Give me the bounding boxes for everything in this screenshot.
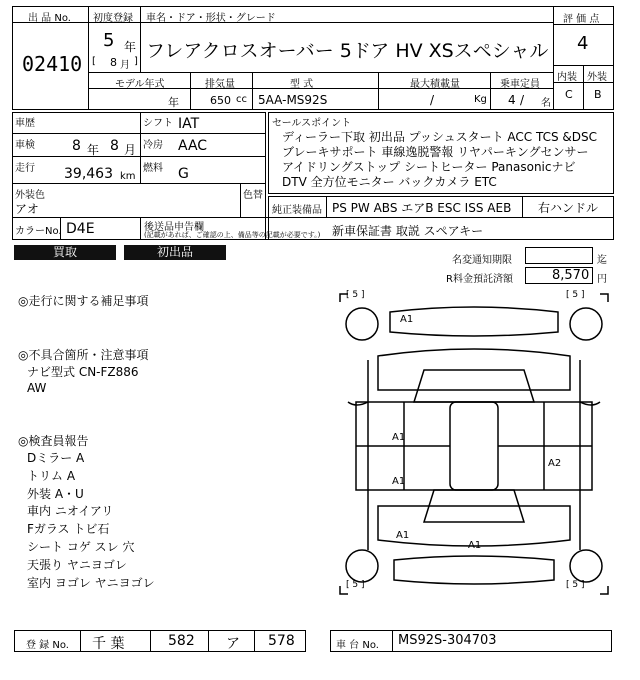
inspector-line-4: 車内 ニオイアリ <box>27 504 114 518</box>
mileage: 39,463 <box>64 166 113 182</box>
max-load-label: 最大積載量 <box>410 79 460 90</box>
mileage-unit: km <box>120 171 136 182</box>
diagram-tag-right-bottom: [ 5 ] <box>566 580 585 590</box>
color-no-label: カラーNo. <box>15 226 62 237</box>
inspector-line-5: Fガラス トビ石 <box>27 522 110 536</box>
diagram-tag-left-bottom: [ 5 ] <box>346 580 365 590</box>
first-reg-month: 8 <box>110 56 117 69</box>
recycle-label: R料金預託済額 <box>446 274 513 285</box>
steering: 右ハンドル <box>538 201 599 215</box>
diagram-mark-5: A1 <box>396 530 410 541</box>
recycle-unit: 円 <box>597 274 607 285</box>
equipment-label: 純正装備品 <box>272 205 322 216</box>
ac-label: 冷房 <box>143 140 163 151</box>
diagram-mark-6: A1 <box>468 540 482 551</box>
ac: AAC <box>178 138 208 154</box>
inspector-line-2: トリム A <box>27 469 76 483</box>
inspector-line-1: Dミラー A <box>27 451 85 465</box>
color-change-label: 色替 <box>243 190 263 201</box>
warranty: 新車保証書 取説 スペアキー <box>332 224 484 238</box>
reg-kana: ア <box>226 636 240 652</box>
name-change-label: 名変通知期限 <box>452 255 512 266</box>
lot-no: 02410 <box>22 52 83 76</box>
inspector-title: ◎検査員報告 <box>18 434 89 448</box>
interior-label: 内装 <box>557 72 577 83</box>
inspection-year-unit: 年 <box>87 143 100 157</box>
inspection-year: 8 <box>72 138 81 154</box>
capacity-sep: / <box>520 93 525 107</box>
sales-points-label: セールスポイント <box>272 118 352 129</box>
first-reg-label: 初度登録 <box>93 13 133 24</box>
driving-title: ◎走行に関する補足事項 <box>18 294 149 308</box>
first-reg-month-close: ] <box>134 56 138 67</box>
fuel: G <box>178 166 189 182</box>
reg-label: 登 録 No. <box>26 640 69 651</box>
name-change-box <box>525 247 593 264</box>
diagram-tag-left-top: [ 5 ] <box>346 290 365 300</box>
sales-line-3: アイドリングストップ シートヒーター Panasonicナビ <box>282 160 576 174</box>
inspector-line-7: 天張り ヤニヨゴレ <box>27 558 127 572</box>
displacement-label: 排気量 <box>205 79 235 90</box>
reg-place: 千 葉 <box>92 636 125 652</box>
diagram-mark-3: A1 <box>392 476 406 487</box>
purchase-bar: 買取 <box>14 245 116 260</box>
model-label: 型 式 <box>290 79 314 90</box>
defect-line-1: ナビ型式 CN-FZ886 <box>27 365 139 379</box>
defects-title: ◎不具合箇所・注意事項 <box>18 348 149 362</box>
chassis-label: 車 台 No. <box>336 640 379 651</box>
month-unit: 月 <box>120 60 130 71</box>
inspector-line-6: シート コゲ スレ 穴 <box>27 540 135 554</box>
diagram-mark-1: A1 <box>400 314 414 325</box>
diagram-mark-4: A2 <box>548 458 562 469</box>
model-year-label: モデル年式 <box>115 79 165 90</box>
lot-no-label: 出 品 No. <box>28 13 71 24</box>
year-unit: 年 <box>124 40 137 54</box>
score-label: 評 価 点 <box>563 14 600 25</box>
name-change-suffix: 迄 <box>597 255 607 266</box>
inspector-line-8: 室内 ヨゴレ ヤニヨゴレ <box>27 576 155 590</box>
reg-class: 582 <box>168 633 195 649</box>
reg-number: 578 <box>268 633 295 649</box>
sales-line-4: DTV 全方位モニター バックカメラ ETC <box>282 175 497 189</box>
ext-color-label: 外装色 <box>15 190 45 201</box>
chassis: MS92S-304703 <box>398 633 497 648</box>
shift: IAT <box>178 116 200 132</box>
aftermarket-label: 後送品申告欄 <box>144 222 204 233</box>
score: 4 <box>577 33 589 54</box>
model: 5AA-MS92S <box>258 93 328 107</box>
car-diagram <box>338 290 610 598</box>
fuel-label: 燃料 <box>143 163 163 174</box>
first-reg-year: 5 <box>103 30 115 51</box>
inspector-line-3: 外装 A・U <box>27 487 84 501</box>
aftermarket-note: (記載があれば、ご確認の上、備品等の記載が必要です。) <box>144 231 321 239</box>
inspection-month-unit: 月 <box>124 143 137 157</box>
sales-line-2: ブレーキサポート 車線逸脱警報 リヤパーキングセンサー <box>282 145 589 159</box>
equipment-items: PS PW ABS エアB ESC ISS AEB <box>332 201 512 215</box>
capacity-unit: 名 <box>541 98 551 109</box>
car-name-label: 車名・ドア・形状・グレード <box>146 13 276 24</box>
first-listing-bar: 初出品 <box>124 245 226 260</box>
max-load-sep: / <box>430 93 435 107</box>
capacity-label: 乗車定員 <box>500 79 540 90</box>
defect-line-2: AW <box>27 381 47 395</box>
ext-color: アオ <box>15 202 39 216</box>
diagram-tag-right-top: [ 5 ] <box>566 290 585 300</box>
sales-line-1: ディーラー下取 初出品 プッシュスタート ACC TCS &DSC <box>282 130 598 144</box>
color-no: D4E <box>66 221 95 237</box>
max-load-unit: Kg <box>474 94 487 105</box>
displacement-unit: cc <box>236 94 247 105</box>
inspection-label: 車検 <box>15 140 35 151</box>
recycle-amount: 8,570 <box>552 268 590 283</box>
diagram-mark-2: A1 <box>392 432 406 443</box>
history-label: 車歴 <box>15 118 35 129</box>
model-year-unit: 年 <box>168 96 179 109</box>
shift-label: シフト <box>143 118 173 129</box>
first-reg-month-open: [ <box>92 56 96 67</box>
capacity: 4 <box>508 93 516 107</box>
inspection-month: 8 <box>110 138 119 154</box>
interior-grade: C <box>565 88 573 101</box>
exterior-label: 外装 <box>587 72 607 83</box>
displacement: 650 <box>210 94 231 107</box>
exterior-grade: B <box>594 88 602 101</box>
mileage-label: 走行 <box>15 163 35 174</box>
car-name: フレアクロスオーバー 5ドア HV XSスペシャル <box>146 40 549 62</box>
